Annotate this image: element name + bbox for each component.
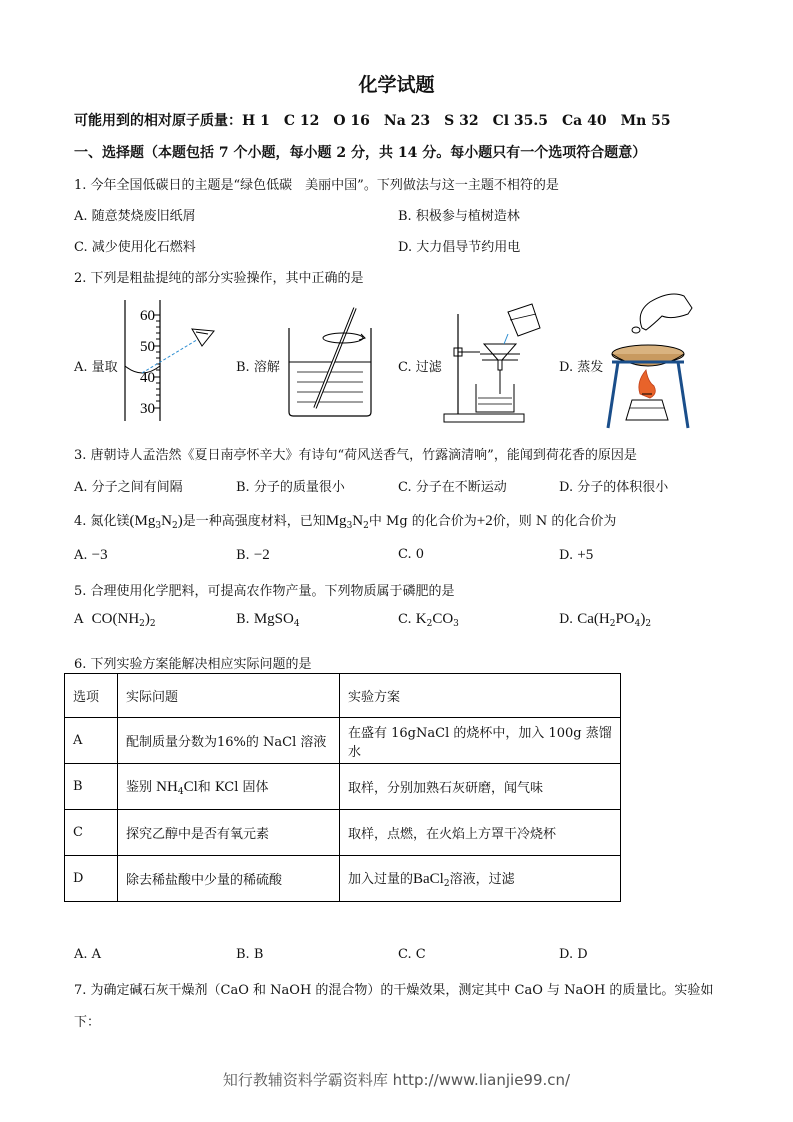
table-row: [65, 718, 621, 764]
q5-stem: 5. 合理使用化学肥料，可提高农作物产量。下列物质属于磷肥的是: [74, 584, 455, 599]
footer-watermark: 知行教辅资料学霸资料库 http://www.lianjie99.cn/: [222, 1071, 571, 1089]
q6-option-a: A. A: [74, 947, 102, 962]
q1-stem: 1. 今年全国低碳日的主题是“绿色低碳 美丽中国”。下列做法与这一主题不相符的是: [74, 178, 559, 193]
q4-option-a: A. −3: [74, 547, 108, 563]
table-cell: B: [65, 764, 118, 810]
table-header: 实验方案: [340, 674, 621, 718]
q2-option-a: A. 量取: [74, 360, 118, 375]
hand-icon: [640, 294, 692, 330]
table-header: 选项: [65, 674, 118, 718]
q5-option-c: C. $K_2CO_3$: [398, 611, 459, 629]
tick-60: 60: [140, 308, 155, 324]
q4-stem: 4. 氮化镁$(Mg_3N_2)$是一种高强度材料，已知$Mg_3N_2$中 Mg 的化合价为+2价，则 N 的化合价为: [74, 513, 617, 531]
q3-option-c: C. 分子在不断运动: [398, 480, 507, 495]
table-row: [65, 764, 621, 810]
table-cell: D: [65, 856, 118, 902]
q1-option-c: C. 减少使用化石燃料: [74, 240, 196, 255]
q4-option-c: C. 0: [398, 547, 425, 562]
table-cell: A: [65, 718, 118, 764]
page-title: 化学试题: [358, 74, 435, 96]
q5-option-a: A $CO(NH_2)_2$: [74, 611, 156, 629]
q1-option-a: A. 随意焚烧废旧纸屑: [74, 209, 196, 224]
table-header-row: [65, 674, 621, 718]
table-cell: C: [65, 810, 118, 856]
measuring-cylinder-figure: [118, 298, 223, 423]
q4-option-d: D. +5: [559, 547, 594, 563]
dissolve-beaker-figure: [283, 300, 383, 420]
table-cell: 在盛有 16gNaCl 的烧杯中，加入 100g 蒸馏水: [340, 718, 621, 764]
table-cell: 除去稀盐酸中少量的稀硫酸: [118, 856, 340, 902]
table-cell: 加入过量的BaCl$_2$溶液，过滤: [340, 856, 621, 902]
q7-line1: 7. 为确定碱石灰干燥剂（CaO 和 NaOH 的混合物）的干燥效果，测定其中 CaO 与 NaOH 的质量比。实验如: [74, 983, 714, 998]
q6-option-c: C. C: [398, 947, 426, 962]
q3-option-a: A. 分子之间有间隔: [74, 480, 183, 495]
q4-option-b: B. −2: [236, 547, 270, 563]
q3-option-d: D. 分子的体积很小: [559, 480, 669, 495]
table-row: [65, 810, 621, 856]
q6-stem: 6. 下列实验方案能解决相应实际问题的是: [74, 657, 312, 672]
q3-option-b: B. 分子的质量很小: [236, 480, 345, 495]
atomic-mass-line: 可能用到的相对原子质量：H 1 C 12 O 16 Na 23 S 32 Cl 35.5 Ca 40 Mn 55: [74, 113, 671, 129]
q6-table: [64, 673, 621, 902]
evaporation-figure: [602, 290, 697, 432]
q6-option-d: D. D: [559, 947, 588, 962]
table-cell: 取样，分别加熟石灰研磨，闻气味: [340, 764, 621, 810]
q2-option-b: B. 溶解: [236, 360, 280, 375]
tick-40: 40: [140, 370, 155, 386]
tick-30: 30: [140, 401, 155, 417]
tick-50: 50: [140, 339, 155, 355]
table-cell: 探究乙醇中是否有氧元素: [118, 810, 340, 856]
table-cell: 鉴别 $NH_4Cl$和 KCl 固体: [118, 764, 340, 810]
table-header: 实际问题: [118, 674, 340, 718]
eye-icon: [192, 329, 214, 346]
section-heading: 一、选择题（本题包括 7 个小题，每小题 2 分，共 14 分。每小题只有一个选项符合题意）: [74, 145, 647, 161]
table-cell: 配制质量分数为16%的 NaCl 溶液: [118, 718, 340, 764]
q1-option-b: B. 积极参与植树造林: [398, 209, 520, 224]
q5-option-b: B. MgSO$_4$: [236, 611, 300, 629]
q6-option-b: B. B: [236, 947, 264, 962]
q7-line2: 下：: [74, 1015, 101, 1030]
q2-option-c: C. 过滤: [398, 360, 442, 375]
q2-stem: 2. 下列是粗盐提纯的部分实验操作，其中正确的是: [74, 271, 364, 286]
filtration-figure: [440, 300, 545, 425]
q3-stem: 3. 唐朝诗人孟浩然《夏日南亭怀辛大》有诗句“荷风送香气，竹露滴清响”，能闻到荷花香的原因是: [74, 448, 637, 463]
q1-option-d: D. 大力倡导节约用电: [398, 240, 521, 255]
q2-option-d: D. 蒸发: [559, 360, 604, 375]
table-cell: 取样，点燃，在火焰上方罩干冷烧杯: [340, 810, 621, 856]
table-row: [65, 856, 621, 902]
q5-option-d: D. $Ca(H_2PO_4)_2$: [559, 611, 652, 629]
